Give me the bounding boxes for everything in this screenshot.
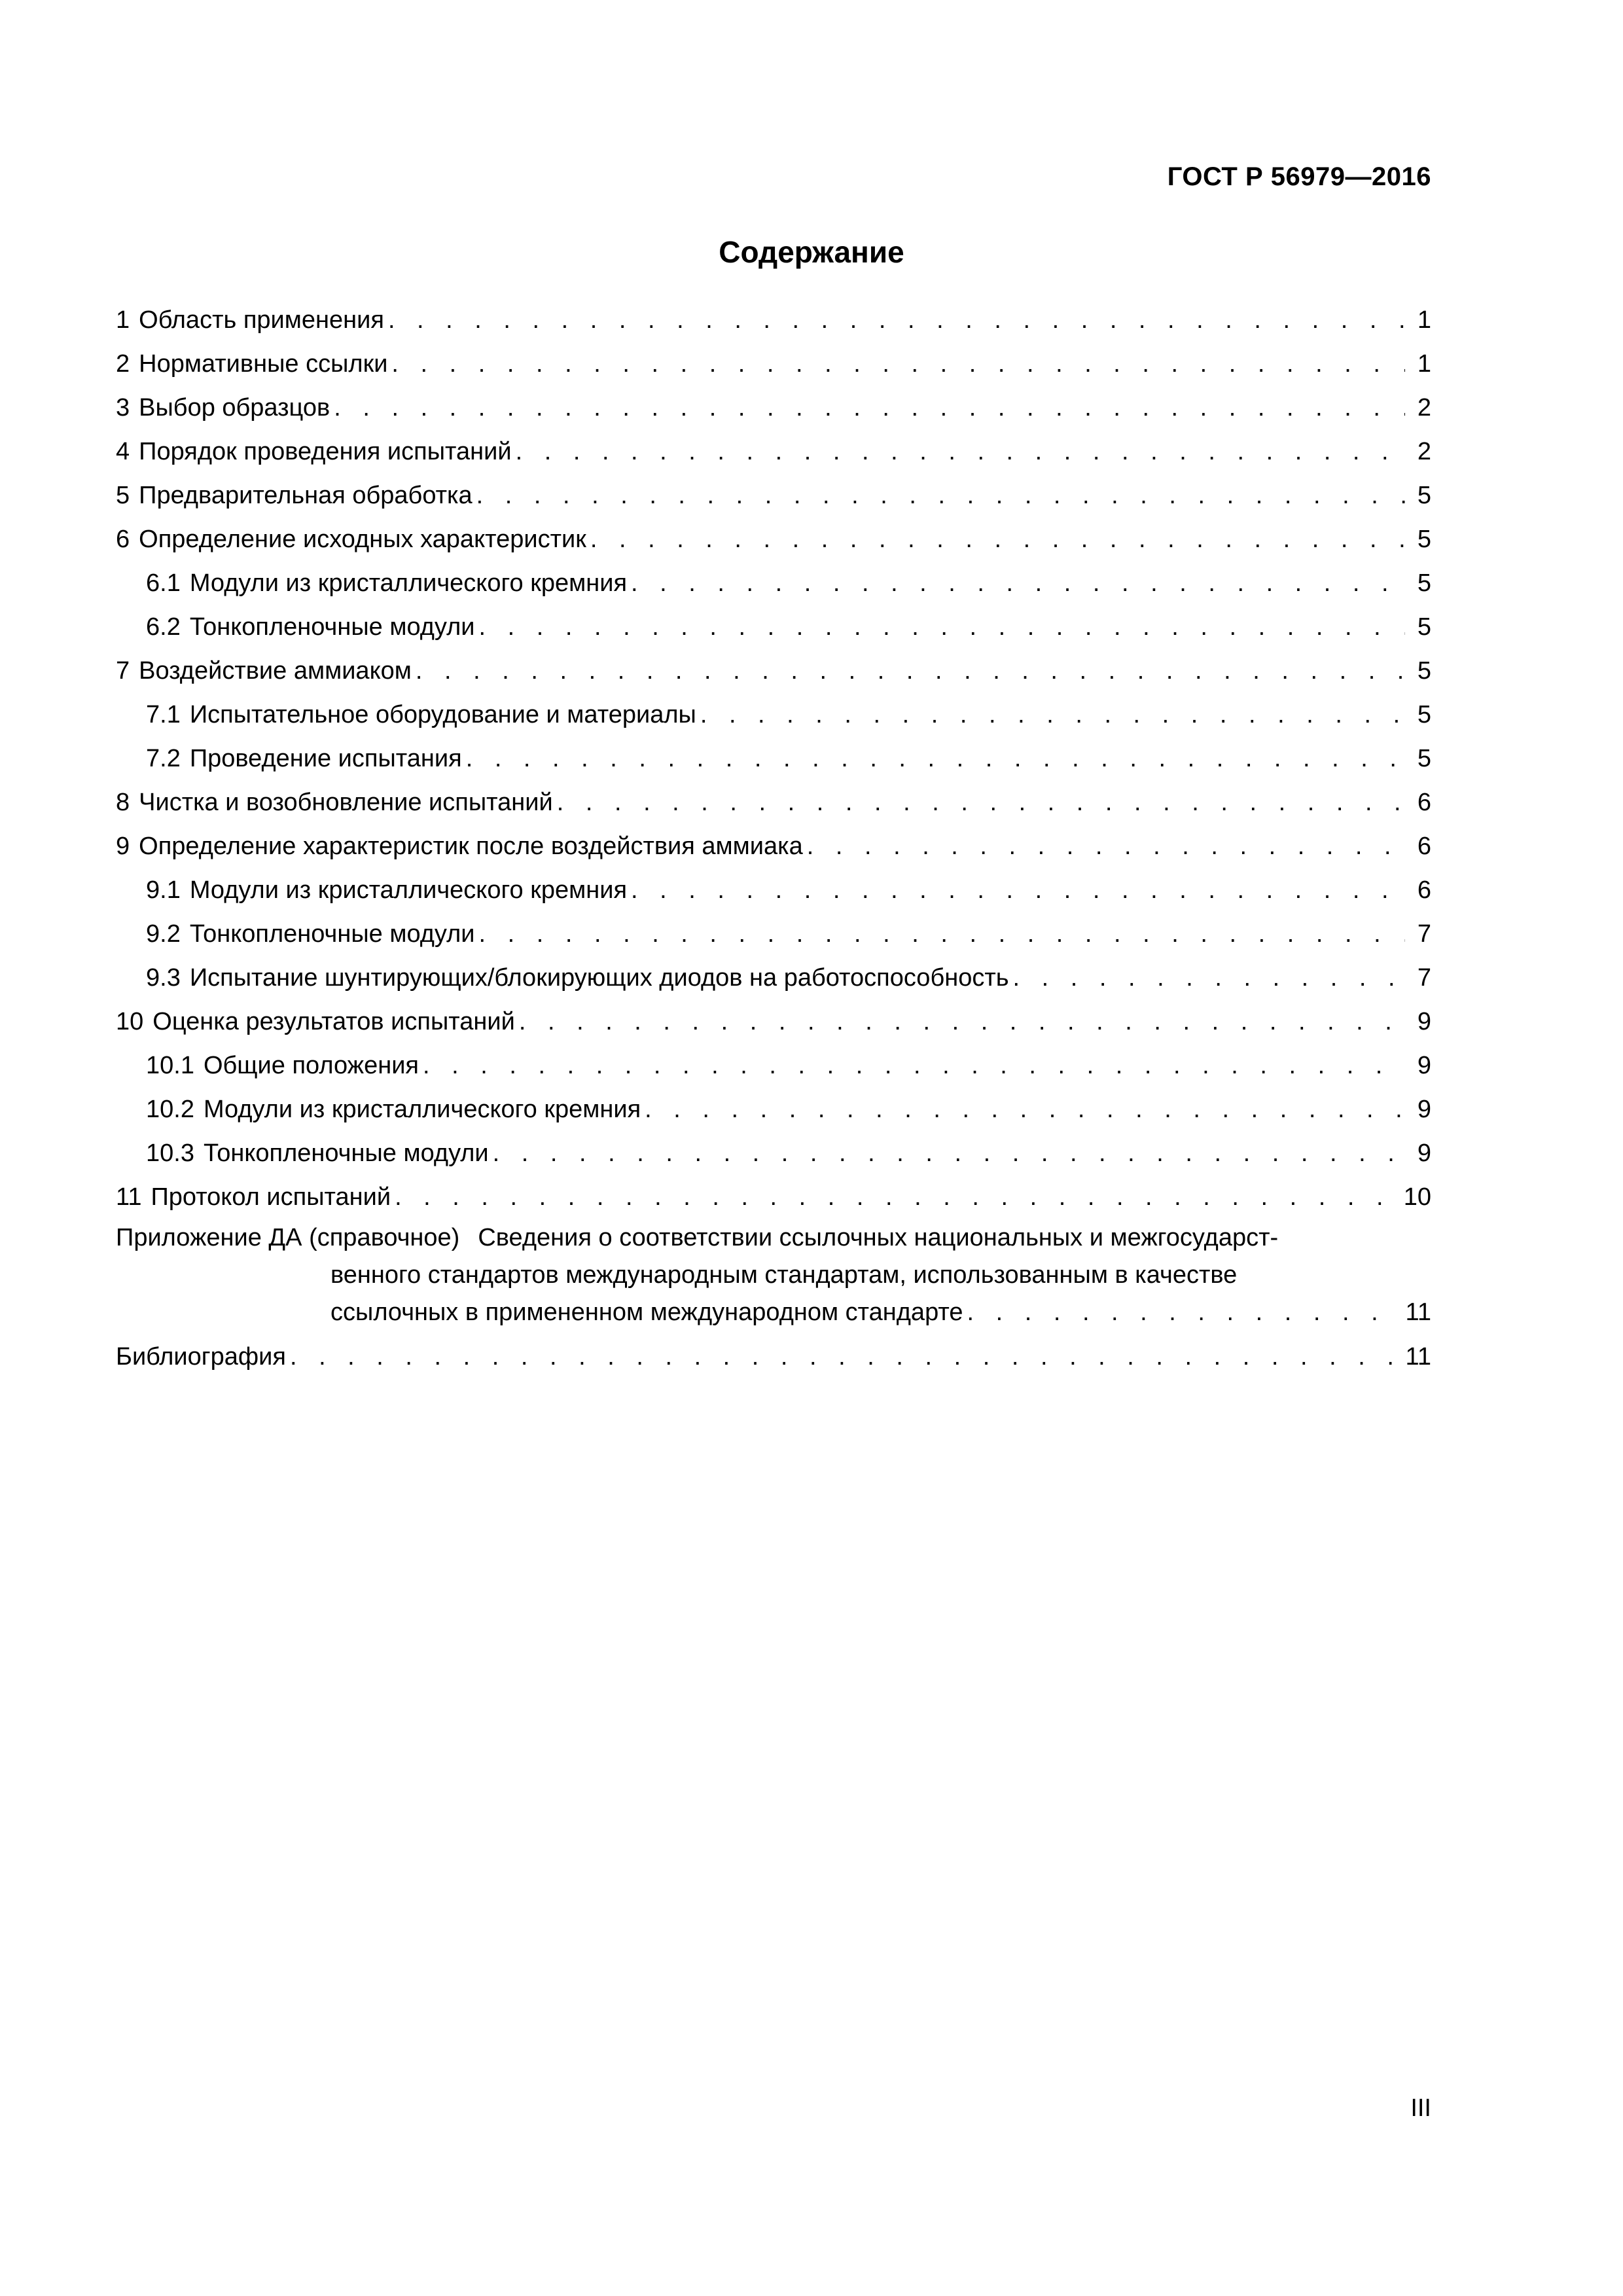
toc-leader-dots [516,438,1405,466]
toc-item-number: 5 [116,482,130,509]
toc-item[interactable] [116,1175,1431,1219]
toc-item-number: 2 [116,350,130,378]
toc-item[interactable] [116,825,1431,869]
toc-item-page: 5 [1417,657,1431,685]
toc-item-page: 1 [1417,350,1431,378]
toc-item[interactable] [116,649,1431,693]
toc-item[interactable] [116,781,1431,825]
toc-item-title: Испытание шунтирующих/блокирующих диодов на работоспособность [189,964,1009,992]
toc-item-number: 11 [116,1183,142,1211]
toc-leader-dots [423,1052,1405,1080]
toc-item-title: Протокол испытаний [151,1183,391,1211]
toc-leader-dots [590,526,1405,554]
toc-item-number: 10.2 [146,1096,194,1123]
toc-subitem[interactable] [116,737,1431,781]
document-code: ГОСТ Р 56979—2016 [1167,162,1431,191]
toc-item-title: Нормативные ссылки [139,350,388,378]
toc-item[interactable] [116,1000,1431,1044]
toc-item-page: 10 [1403,1183,1431,1211]
toc-item-page: 6 [1417,789,1431,816]
toc-leader-dots [631,876,1405,905]
toc-subitem[interactable] [116,956,1431,1000]
toc-subitem[interactable] [116,693,1431,737]
appendix-title-line-1: Сведения о соответствии ссылочных национальных и межгосударст- [478,1224,1279,1251]
toc-item-title: Оценка результатов испытаний [152,1008,515,1035]
toc-item-number: 3 [116,394,130,422]
toc-item-title: Предварительная обработка [139,482,473,509]
toc-item-number: 10.3 [146,1139,194,1167]
toc-appendix-entry[interactable] [116,1219,1431,1331]
toc-item-number: 9.3 [146,964,181,992]
toc-item-number: 7.2 [146,745,181,772]
toc-item-page: 2 [1417,394,1431,422]
toc-item-title: Модули из кристаллического кремния [189,876,628,904]
toc-leader-dots [479,920,1406,948]
toc-item[interactable] [116,474,1431,518]
toc-item-title: Проведение испытания [189,745,462,772]
appendix-title-line-3: ссылочных в примененном международном стандарте [330,1299,963,1326]
toc-item-number: 9.2 [146,920,181,948]
toc-item-page: 5 [1417,701,1431,728]
page-number: III [1410,2094,1431,2122]
toc-leader-dots [476,482,1405,510]
toc-item-number: 1 [116,306,130,334]
toc-subitem[interactable] [116,1132,1431,1175]
toc-item-page: 5 [1417,745,1431,772]
toc-leader-dots [645,1096,1405,1124]
toc-item-title: Выбор образцов [139,394,330,422]
toc-item-page: 2 [1417,438,1431,465]
toc-item-title: Тонкопленочные модули [189,613,475,641]
toc-item-number: 7 [116,657,130,685]
toc-item-title: Модули из кристаллического кремния [189,569,628,597]
toc-item-number: 6 [116,526,130,553]
toc-item-page: 1 [1417,306,1431,334]
toc-item-title: Воздействие аммиаком [139,657,412,685]
toc-leader-dots [388,306,1405,334]
toc-leader-dots [493,1139,1405,1168]
toc-item-title: Библиография [116,1343,286,1371]
toc-bibliography-entry[interactable] [116,1335,1431,1379]
toc-item-number: 7.1 [146,701,181,728]
toc-leader-dots [631,569,1405,598]
appendix-title-line-2: венного стандартов международным стандартам, использованным в качестве [330,1261,1238,1289]
toc-item-title: Общие положения [203,1052,419,1079]
toc-item-number: 10.1 [146,1052,194,1079]
toc-leader-dots [557,789,1405,817]
toc-item-title: Порядок проведения испытаний [139,438,512,465]
toc-item-number: 9 [116,833,130,860]
toc-leader-dots [466,745,1405,773]
toc-item-page: 9 [1417,1096,1431,1123]
toc-item-page: 9 [1417,1052,1431,1079]
toc-item-page: 5 [1417,526,1431,553]
toc-item-number: 6.1 [146,569,181,597]
toc-item[interactable] [116,430,1431,474]
toc-leader-dots [1013,964,1405,992]
toc-item-number: 8 [116,789,130,816]
toc-leader-dots [700,701,1405,729]
toc-item-page: 6 [1417,876,1431,904]
toc-title: Содержание [719,235,904,269]
toc-item-page: 5 [1417,569,1431,597]
toc-leader-dots [479,613,1406,641]
toc-subitem[interactable] [116,1044,1431,1088]
toc-leader-dots [290,1343,1399,1371]
toc-item-number: 10 [116,1008,144,1035]
toc-item-title: Испытательное оборудование и материалы [189,701,696,728]
toc-leader-dots [967,1299,1399,1327]
toc-leader-dots [519,1008,1405,1036]
toc-item[interactable] [116,298,1431,342]
toc-item-number: 4 [116,438,130,465]
toc-subitem[interactable] [116,1088,1431,1132]
toc-subitem[interactable] [116,912,1431,956]
toc-item-number: 9.1 [146,876,181,904]
toc-item[interactable] [116,518,1431,562]
toc-item-title: Модули из кристаллического кремния [203,1096,641,1123]
toc-item-page: 7 [1417,964,1431,992]
toc-item-title: Определение характеристик после воздействия аммиака [139,833,803,860]
toc-item-page: 9 [1417,1008,1431,1035]
toc-item-title: Тонкопленочные модули [203,1139,489,1167]
toc-leader-dots [391,350,1405,378]
toc-item[interactable] [116,342,1431,386]
toc-subitem[interactable] [116,562,1431,605]
toc-item-page: 9 [1417,1139,1431,1167]
toc-item-page: 11 [1405,1299,1431,1326]
toc-item-page: 6 [1417,833,1431,860]
toc-item-title: Чистка и возобновление испытаний [139,789,553,816]
toc-item-page: 5 [1417,613,1431,641]
toc-subitem[interactable] [116,605,1431,649]
toc-item-number: 6.2 [146,613,181,641]
toc-leader-dots [807,833,1405,861]
table-of-contents [116,298,1431,1379]
toc-subitem[interactable] [116,869,1431,912]
toc-item-title: Область применения [139,306,384,334]
toc-leader-dots [395,1183,1397,1211]
toc-item-page: 5 [1417,482,1431,509]
toc-item-title: Определение исходных характеристик [139,526,586,553]
toc-item-page: 7 [1417,920,1431,948]
toc-leader-dots [334,394,1405,422]
appendix-label: Приложение ДА (справочное) [116,1224,460,1251]
toc-item[interactable] [116,386,1431,430]
toc-item-title: Тонкопленочные модули [189,920,475,948]
toc-leader-dots [416,657,1405,685]
toc-item-page: 11 [1405,1343,1431,1371]
